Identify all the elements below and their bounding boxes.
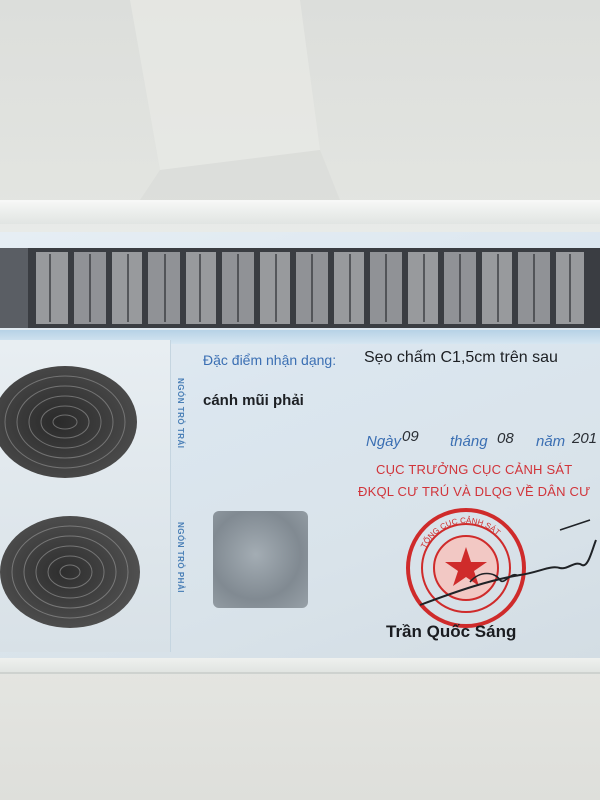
date-day-value: 09 xyxy=(402,428,419,445)
identification-value-line2: cánh mũi phải xyxy=(203,392,304,409)
sleeve-top-edge xyxy=(0,202,600,224)
barcode-strip xyxy=(0,248,600,328)
seal-text: TỔNG CỤC CẢNH SÁT xyxy=(419,515,502,550)
left-finger-label: NGÓN TRỎ TRÁI xyxy=(176,378,185,449)
right-finger-label: NGÓN TRỎ PHẢI xyxy=(176,522,185,593)
date-month-value: 08 xyxy=(497,430,514,447)
right-fingerprint xyxy=(0,512,150,642)
identification-label: Đặc điểm nhận dạng: xyxy=(203,352,337,368)
signature xyxy=(400,510,600,620)
date-year-value: 201 xyxy=(572,430,598,447)
background-fold xyxy=(0,0,600,200)
hologram-chip xyxy=(213,511,308,608)
authority-line2: ĐKQL CƯ TRÚ VÀ DLQG VỀ DÂN CƯ xyxy=(358,484,591,499)
identification-value-line1: Sẹo chấm C1,5cm trên sau xyxy=(364,349,558,366)
date-month-label: tháng xyxy=(450,433,488,450)
date-day-label: Ngày xyxy=(366,433,402,450)
authority-line1: CỤC TRƯỞNG CỤC CẢNH SÁT xyxy=(376,462,573,477)
left-fingerprint xyxy=(0,360,150,490)
signer-name: Trần Quốc Sáng xyxy=(386,622,517,641)
date-year-label: năm xyxy=(536,433,566,450)
